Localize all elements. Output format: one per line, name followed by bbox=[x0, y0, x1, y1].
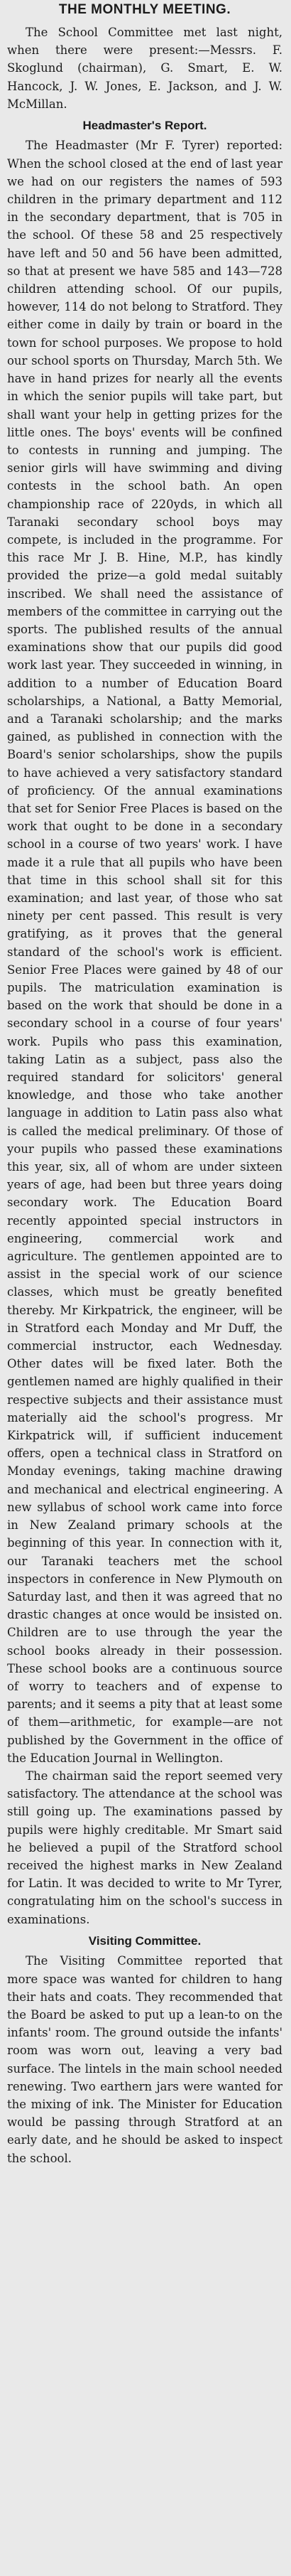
section-heading-visiting: Visiting Committee. bbox=[88, 1933, 202, 1948]
headmaster-report-paragraph: The Headmaster (Mr F. Tyrer) reported: When the school closed at the end of last year we had on our registers the names of 593 children in the primary department and 112 in the secondary department, that is 705 in the school. Of these 58 and 25 respectively have left and 50 and 56 have been admitted, so that at present we have 585 and 143—728 children attending school. Of our pupils, however, 114 do not belong to Stratford. They either come in daily by train or board in the town for school purposes. We propose to hold our school sports on Thursday, March 5th. We have in hand prizes for nearly all the events in which the senior pupils will take part, but shall want your help in getting prizes for the little ones. The boys' events will be confined to contests in running and jumping. The senior girls will have swimming and diving contests in the school bath. An open championship race of 220yds, in which all Taranaki secondary school boys may compete, is included in the programme. For this race Mr J. B. Hine, M.P., has kindly provided the prize—a gold medal suitably inscribed. We shall need the assistance of members of the committee in carrying out the sports. The published results of the annual examinations show that our pupils did good work last year. They succeeded in winning, in addition to a number of Education Board scholarships, a National, a Batty Memorial, and a Taranaki scholarship; and the marks gained, as published in connection with the Board's senior scholarships, show the pupils to have achieved a very satisfactory standard of proficiency. Of the annual examinations that set for Senior Free Places is based on the work that ought to be done in a secondary school in a course of two years' work. I have made it a rule that all pupils who have been that time in this school shall sit for this examination; and last year, of those who sat ninety per cent passed. This result is very gratifying, as it proves that the general standard of the school's work is efficient. Senior Free Places were gained by 48 of our pupils. The matriculation examination is based on the work that should be done in a secondary school in a course of four years' work. Pupils who pass this examination, taking Latin as a subject, pass also the required standard for solicitors' general knowledge, and those who take another language in addition to Latin pass also what is called the medical preliminary. Of those of your pupils who passed these examinations this year, six, all of whom are under sixteen years of age, had been but three years doing secondary work. The Education Board recently appointed special instructors in engineering, commercial work and agriculture. The gentlemen appointed are to assist in the special work of our science classes, which must be greatly benefited thereby. Mr Kirkpatrick, the engineer, will be in Stratford each Monday and Mr Duff, the commercial instructor, each Wednesday. Other dates will be fixed later. Both the gentlemen named are highly qualified in their respective subjects and their assistance must materially aid the school's progress. Mr Kirkpatrick will, if sufficient inducement offers, open a technical class in Stratford on Monday evenings, taking machine drawing and mechanical and electrical engineering. A new syllabus of school work came into force in New Zealand primary schools at the beginning of this year. In connection with it, our Taranaki teachers met the school inspectors in conference in New Plymouth on Saturday last, and then it was agreed that no drastic changes at once would be insisted on. Children are to use through the year the school books already in their possession. These school books are a continuous source of worry to teachers and of expense to parents; and it seems a pity that at least some of them—arithmetic, for example—are not published by the Government in the office of the Education Journal in Wellington. bbox=[7, 139, 282, 1765]
intro-paragraph: The School Committee met last night, when there were present:—Messrs. F. Skoglund (chairman), G. Smart, E. W. Hancock, J. W. Jones, E. Jackson, and J. W. McMillan. bbox=[7, 25, 282, 111]
section-heading-headmaster: Headmaster's Report. bbox=[82, 118, 207, 132]
chairman-response-paragraph: The chairman said the report seemed very satisfactory. The attendance at the school was still going up. The examinations passed by pupils were highly creditable. Mr Smart said he believed a pupil of the Stratford school received the highest marks in New Zealand for Latin. It was decided to write to Mr Tyrer, congratulating him on the school's success in examinations. bbox=[7, 1769, 282, 1926]
visiting-committee-paragraph: The Visiting Committee reported that more space was wanted for children to hang their hats and coats. They recommended that the Board be asked to put up a lean-to on the infants' room. The ground outside the infants' room was worn out, leaving a very bad surface. The lintels in the main school needed renewing. Two earthern jars were wanted for the mixing of ink. The Minister for Education would be passing through Stratford at an early date, and he should be asked to inspect the school. bbox=[7, 1954, 282, 2165]
article-title: THE MONTHLY MEETING. bbox=[58, 2, 231, 17]
